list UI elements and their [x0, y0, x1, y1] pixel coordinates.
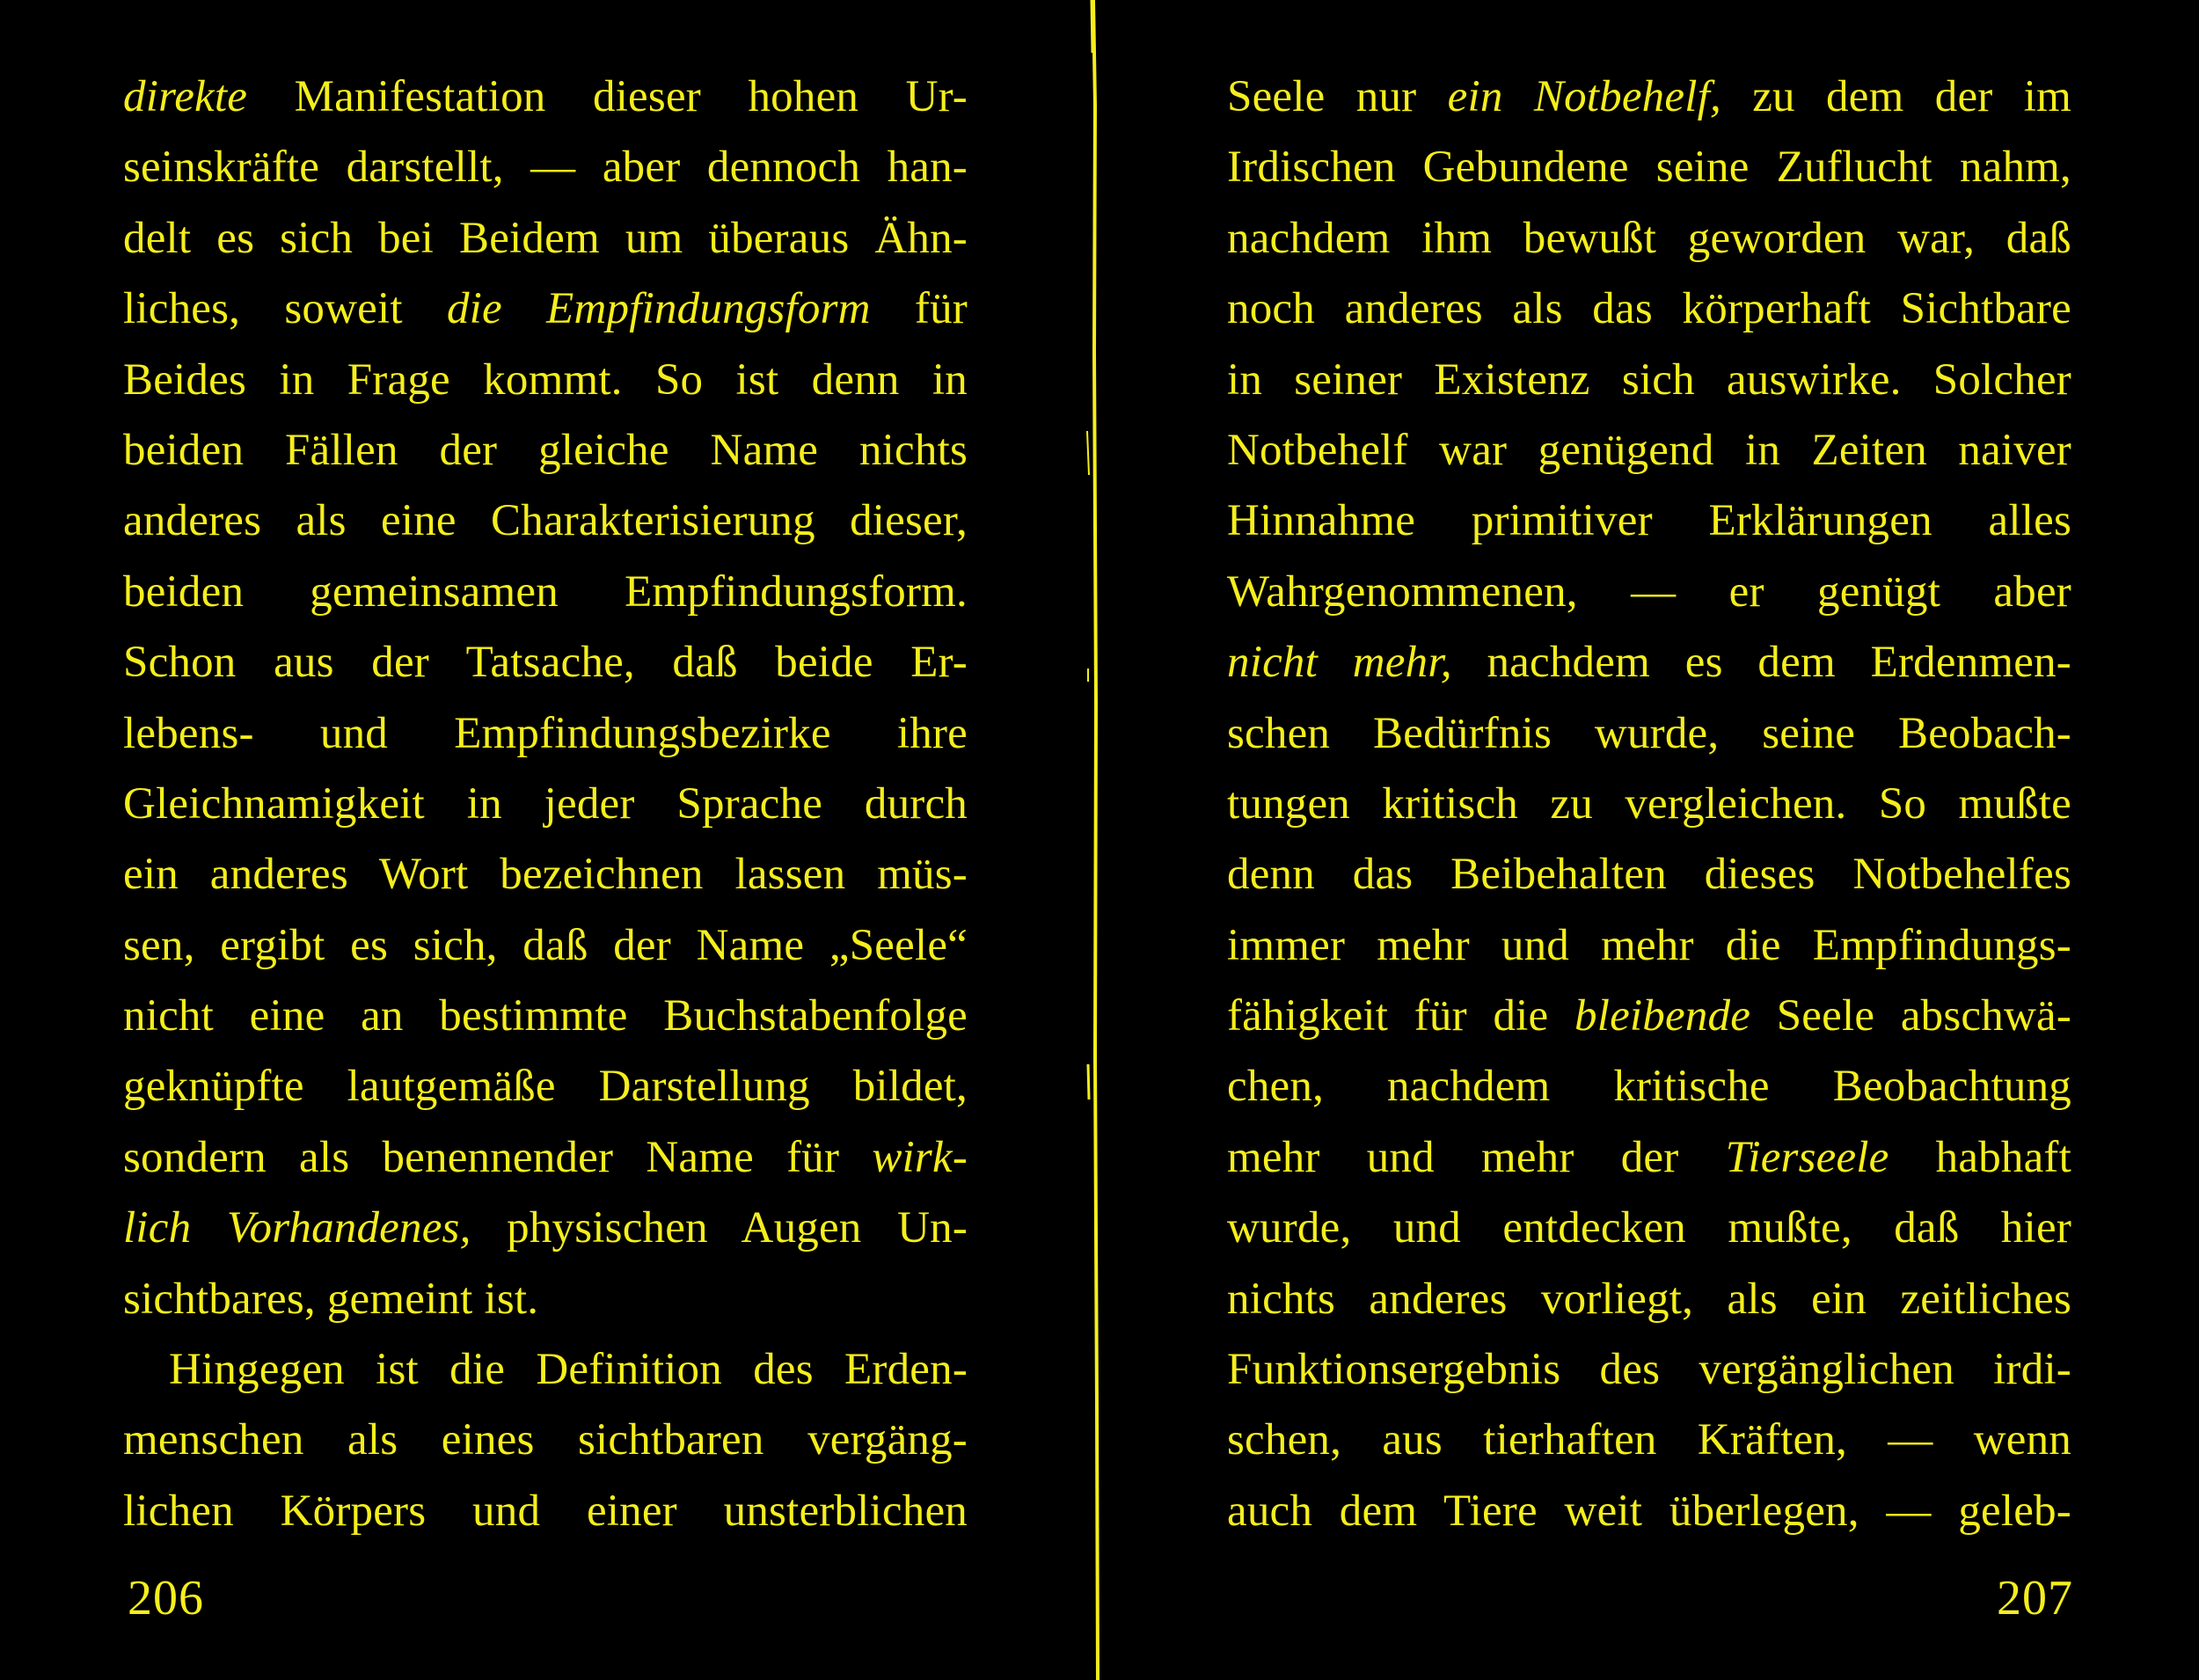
text-segment: beiden Fällen der gleiche Name nichts — [123, 425, 968, 475]
text-line — [1227, 1264, 2071, 1334]
text-segment: Notbehelf war genügend in Zeiten naiver — [1227, 425, 2071, 475]
text-line — [1227, 203, 2071, 274]
text-line — [1227, 769, 2071, 839]
italic-text-segment: direkte — [123, 72, 248, 121]
left-page-body-text — [123, 62, 968, 1546]
text-segment: nachdem ihm bewußt geworden war, daß — [1227, 213, 2071, 263]
italic-text-segment: die Empfindungsform — [446, 284, 871, 334]
text-line — [123, 132, 968, 202]
text-line — [1227, 981, 2071, 1051]
text-segment: Irdischen Gebundene seine Zuflucht nahm, — [1227, 142, 2071, 193]
text-line — [123, 1264, 968, 1334]
text-segment: auch dem Tiere weit überlegen, — geleb- — [1227, 1486, 2071, 1536]
text-line — [123, 1476, 968, 1546]
text-line — [123, 1405, 968, 1475]
text-segment: lebens- und Empfindungsbezirke ihre — [123, 708, 968, 758]
text-segment: zu dem der im — [1720, 72, 2072, 121]
text-segment: lichen Körpers und einer unsterblichen — [123, 1486, 968, 1536]
text-segment: seinskräfte darstellt, — aber dennoch han- — [123, 142, 968, 193]
text-segment: physischen Augen Un- — [471, 1203, 968, 1253]
text-line — [1227, 345, 2071, 415]
book-spine-gutter — [1085, 0, 1106, 1680]
right-page — [1108, 0, 2199, 1680]
text-line — [1227, 698, 2071, 769]
text-segment: tungen kritisch zu vergleichen. So mußte — [1227, 778, 2071, 829]
text-segment: beiden gemeinsamen Empfindungsform. — [123, 566, 968, 617]
text-segment: Gleichnamigkeit in jeder Sprache durch — [123, 778, 968, 829]
italic-text-segment: wirk- — [872, 1132, 968, 1182]
text-line — [1227, 1334, 2071, 1405]
text-line — [1227, 910, 2071, 981]
text-segment: nichts anderes vorliegt, als ein zeitliches — [1227, 1274, 2071, 1324]
text-segment: in seiner Existenz sich auswirke. Solcher — [1227, 354, 2071, 405]
text-line — [123, 981, 968, 1051]
text-segment: Hinnahme primitiver Erklärungen alles — [1227, 496, 2071, 546]
text-line — [1227, 132, 2071, 202]
text-segment: mehr und mehr der — [1227, 1132, 1726, 1182]
text-line — [123, 1122, 968, 1193]
text-segment: nachdem es dem Erdenmen- — [1451, 638, 2071, 688]
text-line — [1227, 557, 2071, 627]
right-page-body-text — [1227, 62, 2071, 1546]
text-line — [1227, 415, 2071, 486]
text-line — [123, 415, 968, 486]
text-segment: Manifestation dieser hohen Ur- — [247, 72, 968, 121]
text-segment: anderes als eine Charakterisierung dieser, — [123, 496, 968, 546]
text-segment: fähigkeit für die — [1227, 991, 1575, 1041]
text-segment: für — [870, 284, 968, 334]
text-segment: denn das Beibehalten dieses Notbehelfes — [1227, 850, 2071, 900]
left-page — [0, 0, 1091, 1680]
text-segment: immer mehr und mehr die Empfindungs- — [1227, 920, 2071, 970]
text-line — [123, 627, 968, 698]
text-segment: habhaft — [1889, 1132, 2071, 1182]
text-segment: Wahrgenommenen, — er genügt aber — [1227, 566, 2071, 617]
text-segment: wurde, und entdecken mußte, daß hier — [1227, 1203, 2071, 1253]
text-line — [1227, 1405, 2071, 1475]
text-segment: sichtbares, gemeint ist. — [123, 1274, 539, 1324]
text-line — [123, 1051, 968, 1121]
left-page-number: 206 — [128, 1571, 204, 1625]
text-line — [1227, 839, 2071, 909]
text-line — [123, 274, 968, 344]
italic-text-segment: bleibende — [1574, 991, 1751, 1041]
text-line — [1227, 1051, 2071, 1121]
text-segment: geknüpfte lautgemäße Darstellung bildet, — [123, 1062, 968, 1112]
text-line — [123, 1334, 968, 1405]
text-line — [1227, 62, 2071, 132]
text-segment: noch anderes als das körperhaft Sichtbare — [1227, 284, 2071, 334]
text-segment: sen, ergibt es sich, daß der Name „Seele“ — [123, 920, 968, 970]
text-segment: Funktionsergebnis des vergänglichen irdi- — [1227, 1345, 2071, 1395]
text-line — [123, 62, 968, 132]
text-line — [123, 486, 968, 556]
text-segment: sondern als benennender Name für — [123, 1132, 873, 1182]
text-segment: Schon aus der Tatsache, daß beide Er- — [123, 638, 968, 688]
text-line — [123, 1193, 968, 1263]
text-line — [1227, 274, 2071, 344]
text-segment: ein anderes Wort bezeichnen lassen müs- — [123, 850, 968, 900]
text-line — [1227, 627, 2071, 698]
text-line — [1227, 1476, 2071, 1546]
text-segment: schen Bedürfnis wurde, seine Beobach- — [1227, 708, 2071, 758]
text-segment: liches, soweit — [123, 284, 447, 334]
text-segment: Beides in Frage kommt. So ist denn in — [123, 354, 968, 405]
text-segment: nicht eine an bestimmte Buchstabenfolge — [123, 991, 968, 1041]
text-line — [1227, 486, 2071, 556]
right-page-number: 207 — [1997, 1571, 2073, 1625]
text-segment: menschen als eines sichtbaren vergäng- — [123, 1415, 968, 1465]
text-segment: schen, aus tierhaften Kräften, — wenn — [1227, 1415, 2071, 1465]
text-line — [1227, 1193, 2071, 1263]
text-segment: Seele nur — [1227, 72, 1448, 121]
italic-text-segment: Tierseele — [1725, 1132, 1889, 1182]
text-line — [123, 203, 968, 274]
italic-text-segment: lich Vorhandenes, — [123, 1203, 471, 1253]
text-line — [123, 839, 968, 909]
text-line — [123, 769, 968, 839]
text-line — [123, 345, 968, 415]
text-segment: chen, nachdem kritische Beobachtung — [1227, 1062, 2071, 1112]
text-line — [123, 698, 968, 769]
text-line — [123, 910, 968, 981]
text-segment: delt es sich bei Beidem um überaus Ähn- — [123, 213, 968, 263]
italic-text-segment: ein Notbehelf, — [1447, 72, 1721, 121]
text-segment: Hingegen ist die Definition des Erden- — [169, 1345, 968, 1395]
text-line — [123, 557, 968, 627]
text-line — [1227, 1122, 2071, 1193]
italic-text-segment: nicht mehr, — [1227, 638, 1452, 688]
text-segment: Seele abschwä- — [1750, 991, 2072, 1041]
